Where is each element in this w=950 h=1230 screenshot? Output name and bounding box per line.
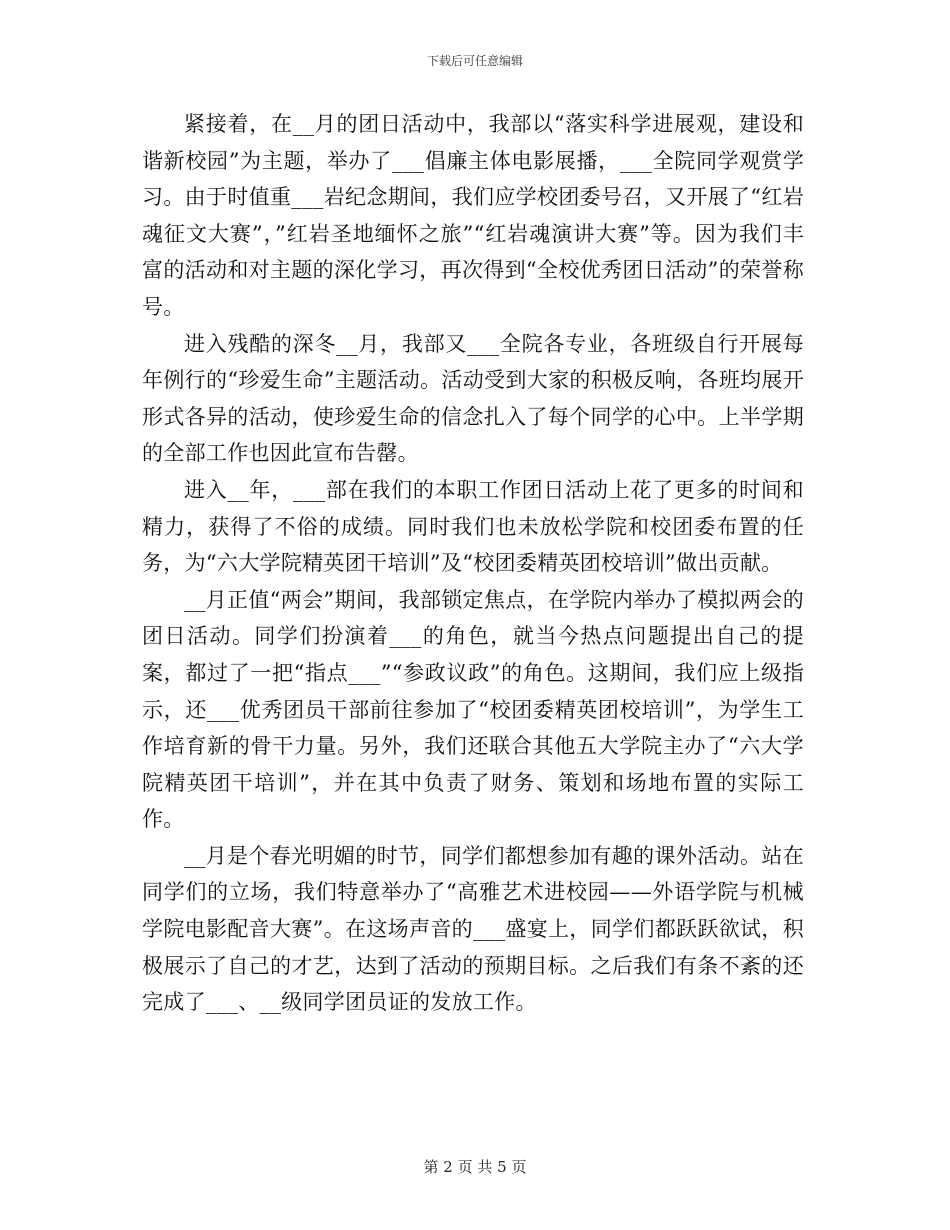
paragraph-3: 进入__年，___部在我们的本职工作团日活动上花了更多的时间和精力，获得了不俗的成绩。同时我们也未放松学院和校团委布置的任务，为“六大学院精英团干培训”及“校团委精英团校培训”做出贡献。 <box>142 477 804 576</box>
paragraph-5: __月是个春光明媚的时节，同学们都想参加有趣的课外活动。站在同学们的立场，我们特意举办了“高雅艺术进校园——外语学院与机械学院电影配音大赛”。在这场声音的___盛宴上，同学们都跃跃欲试，积极展示了自己的才艺，达到了活动的预期目标。之后我们有条不紊的还完成了___、__级同学团员证的发放工作。 <box>142 843 804 1015</box>
paragraph-4: __月正值“两会”期间，我部锁定焦点，在学院内举办了模拟两会的团日活动。同学们扮演着___的角色，就当今热点问题提出自己的提案，都过了一把“指点___”“参政议政”的角色。这期间，我们应上级指示，还___优秀团员干部前往参加了“校团委精英团校培训”，为学生工作培育新的骨干力量。另外，我们还联合其他五大学院主办了“六大学院精英团干培训”，并在其中负责了财务、策划和场地布置的实际工作。 <box>142 587 804 832</box>
page-header: 下载后可任意编辑 <box>426 54 523 68</box>
paragraph-1: 紧接着，在__月的团日活动中，我部以“落实科学进展观，建设和谐新校园”为主题，举办了___倡廉主体电影展播，___全院同学观赏学习。由于时值重___岩纪念期间，我们应学校团委号召，又开展了“红岩魂征文大赛”，”红岩圣地缅怀之旅”“红岩魂演讲大赛”等。因为我们丰富的活动和对主题的深化学习，再次得到“全校优秀团日活动”的荣誉称号。 <box>142 112 804 319</box>
page-footer: 第 2 页 共 5 页 <box>423 1158 527 1176</box>
paragraph-2: 进入残酷的深冬__月，我部又___全院各专业，各班级自行开展每年例行的“珍爱生命”主题活动。活动受到大家的积极反响，各班均展开形式各异的活动，使珍爱生命的信念扎入了每个同学的心中。上半学期的全部工作也因此宣布告罄。 <box>142 331 804 466</box>
document-body <box>142 106 804 1021</box>
